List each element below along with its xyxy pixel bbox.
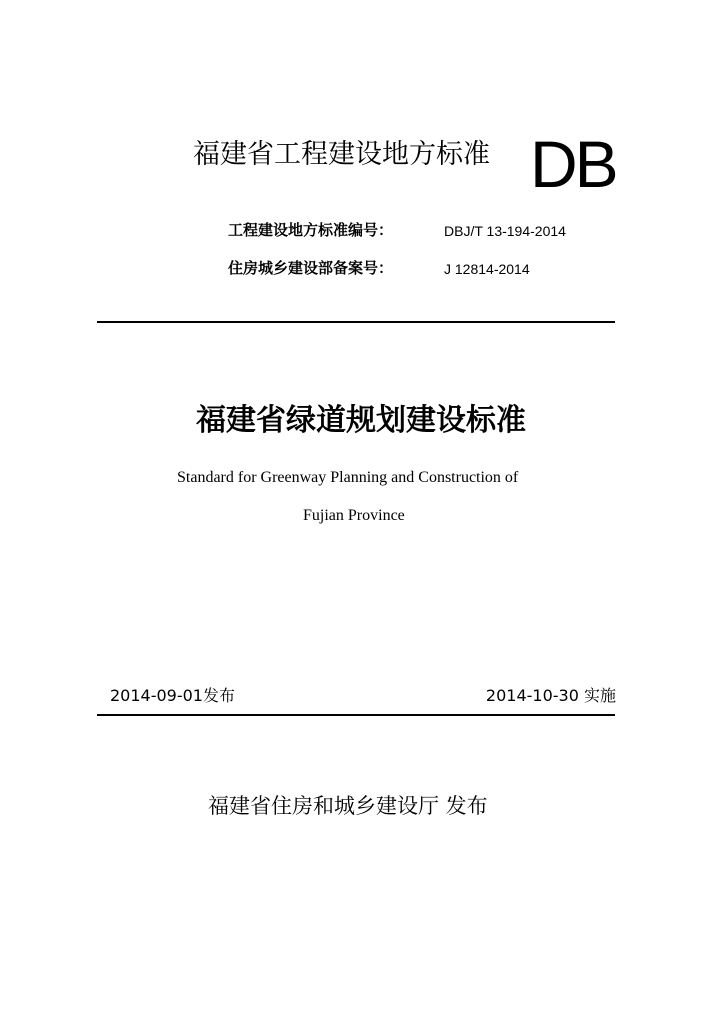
publisher-line: 福建省住房和城乡建设厅 发布 — [208, 794, 488, 818]
release-date: 2014-09-01发布 — [110, 686, 235, 705]
english-title-line-1: Standard for Greenway Planning and Construction of — [177, 469, 519, 486]
bottom-divider — [97, 714, 615, 716]
standard-number-label: 工程建设地方标准编号： — [228, 221, 394, 239]
english-title-line-2: Fujian Province — [303, 507, 405, 524]
top-divider — [97, 321, 615, 323]
db-mark: DB — [530, 127, 616, 201]
implementation-date: 2014-10-30 实施 — [485, 686, 616, 705]
header-title: 福建省工程建设地方标准 — [193, 139, 490, 170]
document-title: 福建省绿道规划建设标准 — [196, 403, 526, 438]
filing-number-value: J 12814-2014 — [444, 261, 530, 277]
standard-number-value: DBJ/T 13-194-2014 — [444, 223, 566, 239]
filing-number-label: 住房城乡建设部备案号： — [228, 259, 394, 277]
